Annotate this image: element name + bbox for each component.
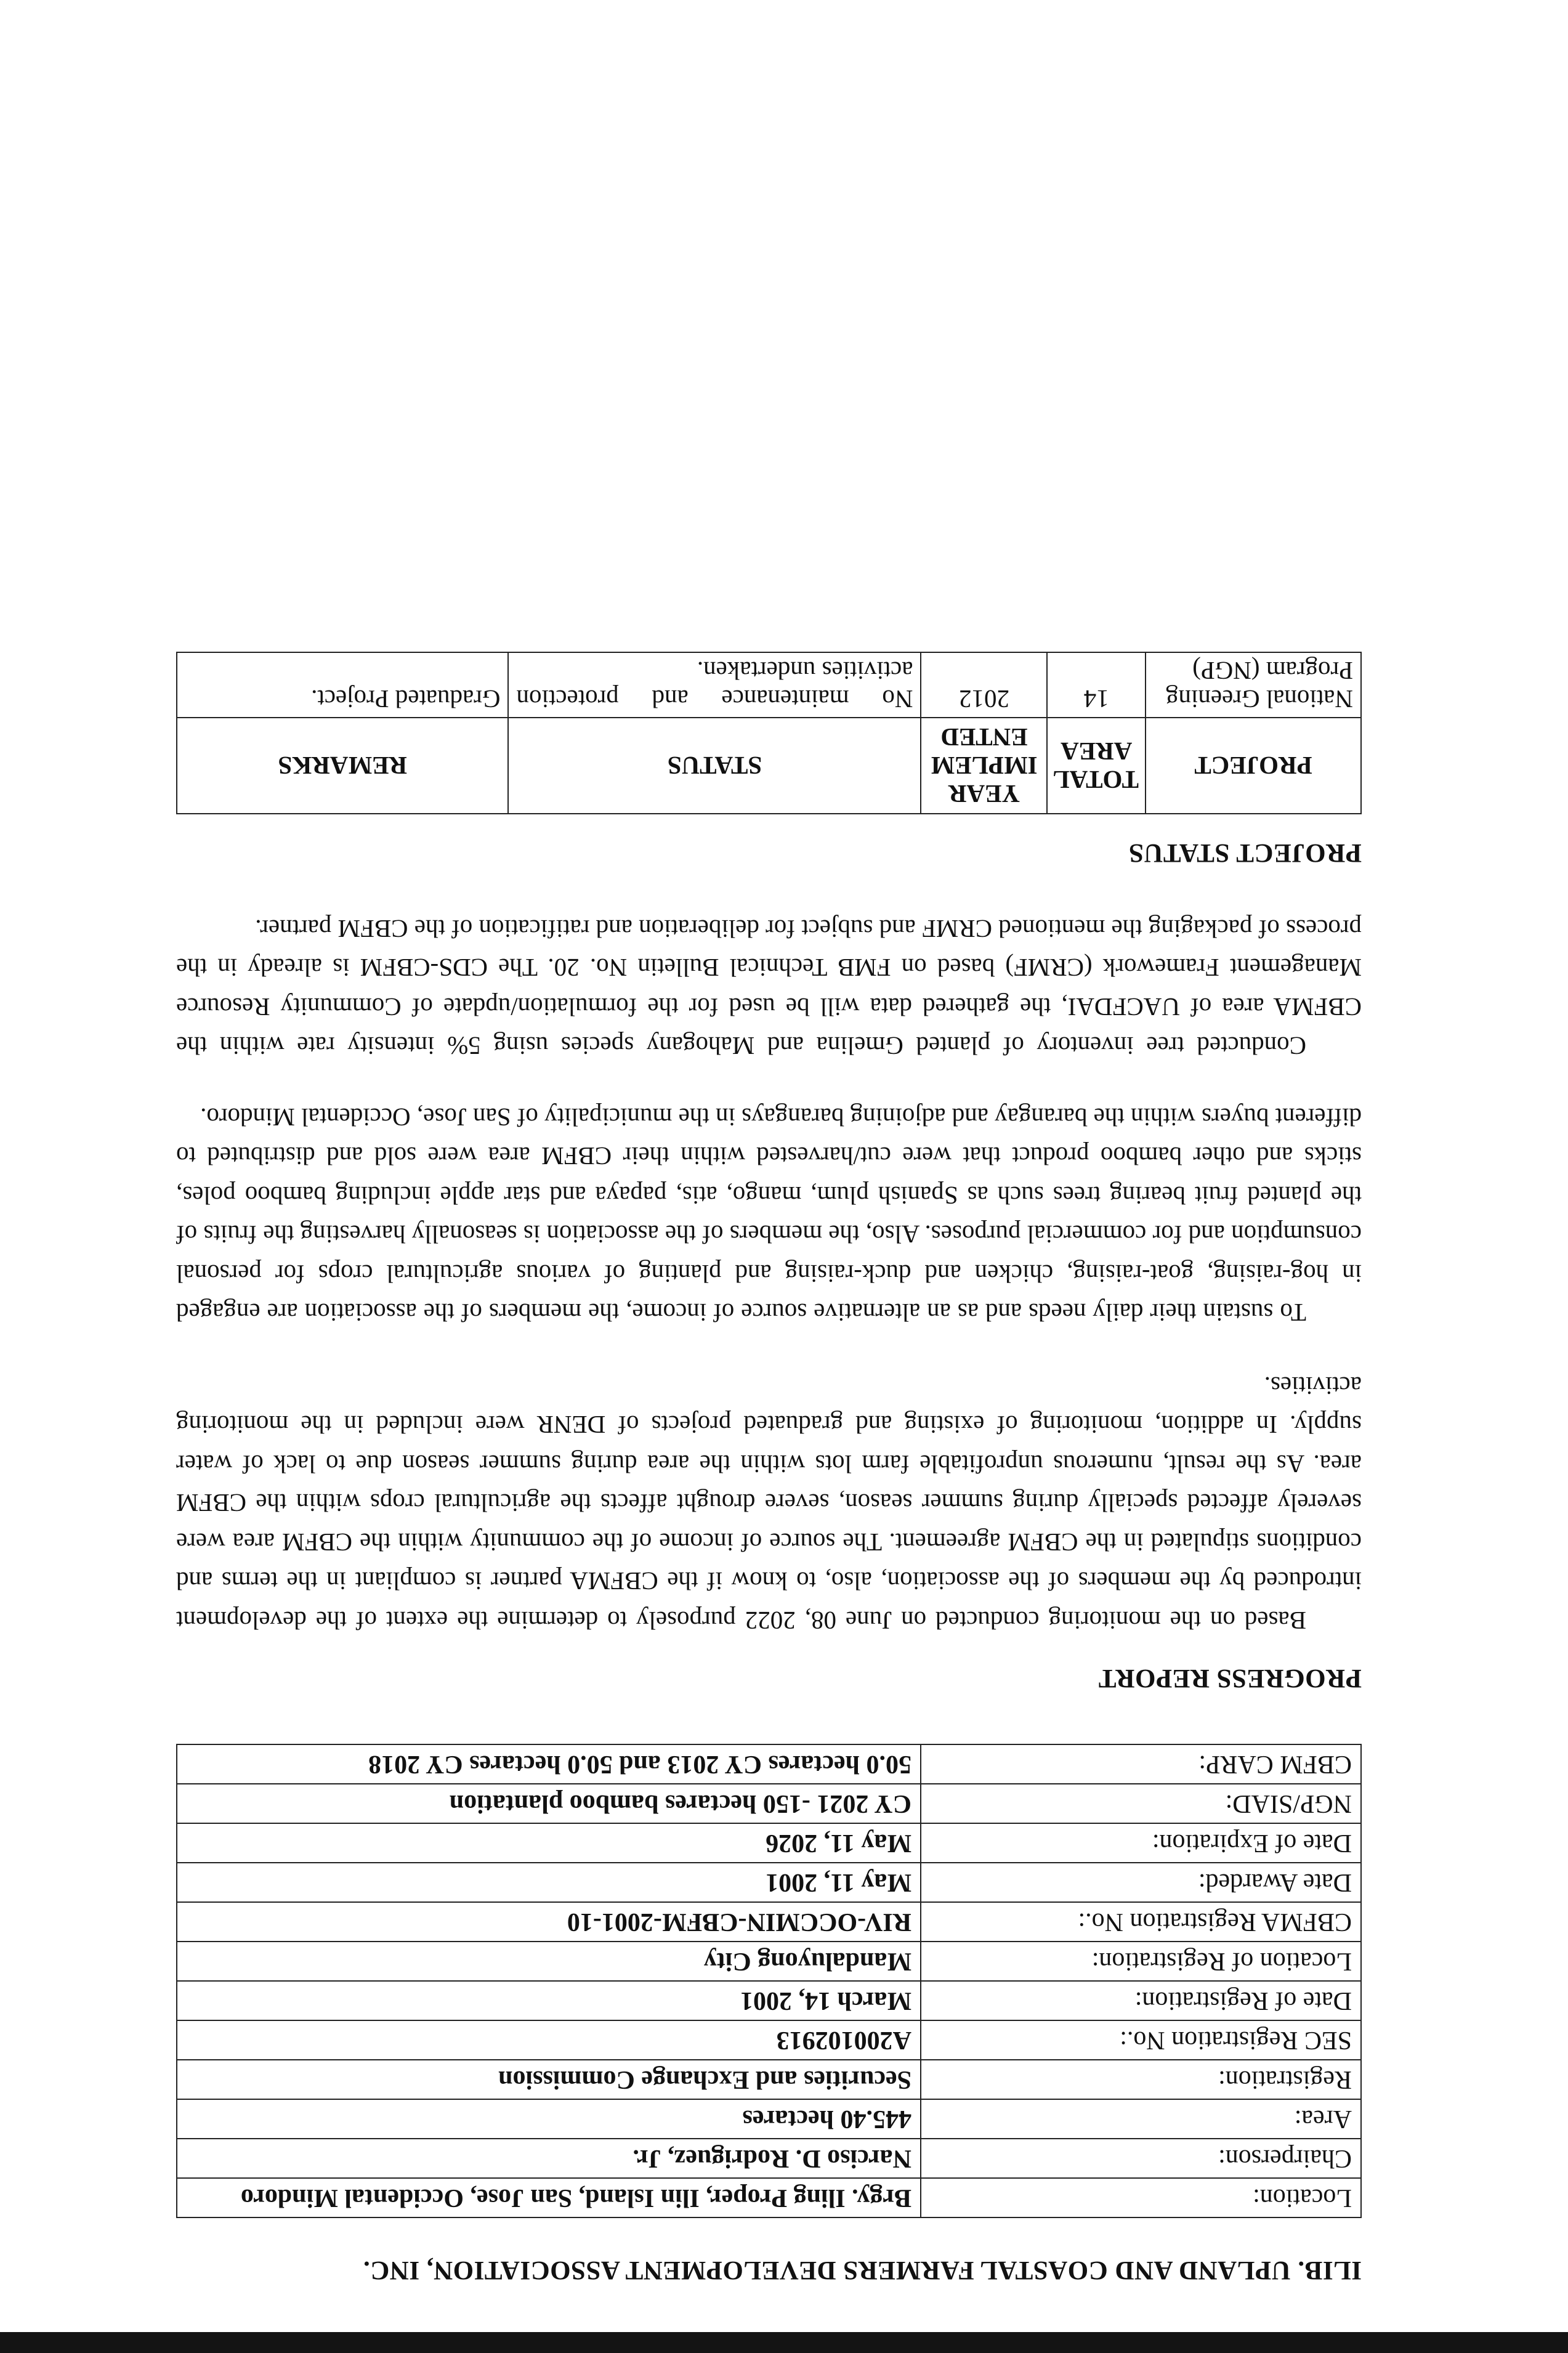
cell-status: No maintenance and protection activities undertaken. — [509, 653, 921, 718]
document-content — [176, 652, 1362, 2286]
info-row — [177, 1744, 1361, 1784]
info-value: Mandaluyong City — [177, 1942, 921, 1981]
progress-paragraph-2: To sustain their daily needs and as an alternative source of income, the members of the association are engaged in hog-raising, goat-raising, chicken and duck-raising and planting of various agricultural crops for personal consumption and for commercial purposes. Also, the members of the association is seasonally harvesting the fruits of the planted fruit bearing trees such as Spanish plum, mango, atis, papaya and star apple including bamboo poles, sticks and other bamboo product that were cut/harvested within their CBFM area were sold and distributed to different buyers within the barangay and adjoining barangays in the municipality of San Jose, Occidental Mindoro. — [176, 1103, 1362, 1327]
project-status-table — [176, 652, 1362, 815]
info-row — [177, 1902, 1361, 1942]
header-total-area: TOTAL AREA — [1048, 718, 1146, 814]
info-value: Narciso D. Rodriguez, Jr. — [177, 2139, 921, 2178]
info-row — [177, 2020, 1361, 2060]
header-year-implemented: YEAR IMPLEM ENTED — [921, 718, 1048, 814]
progress-report-heading: PROGRESS REPORT — [1098, 1664, 1362, 1693]
header-project: PROJECT — [1146, 718, 1361, 814]
status-row — [177, 653, 1361, 718]
info-row — [177, 1863, 1361, 1902]
info-value: May 11, 2026 — [177, 1823, 921, 1863]
header-remarks: REMARKS — [177, 718, 509, 814]
info-row — [177, 2060, 1361, 2099]
info-label: Location: — [921, 2178, 1361, 2217]
info-label: Registration: — [921, 2060, 1361, 2099]
info-value: Brgy. Iling Proper, Ilin Island, San Jose, Occidental Mindoro — [177, 2178, 921, 2217]
info-label: NGP/SIAD: — [921, 1784, 1361, 1823]
info-label: Location of Registration: — [921, 1942, 1361, 1981]
info-label: Date of Registration: — [921, 1981, 1361, 2020]
info-value: A200102913 — [177, 2020, 921, 2060]
info-value: 445.40 hectares — [177, 2099, 921, 2139]
info-value: RIV-OCCMIN-CBFM-2001-10 — [177, 1902, 921, 1942]
info-row — [177, 1784, 1361, 1823]
info-row — [177, 1942, 1361, 1981]
info-label: CBFM CARP: — [921, 1744, 1361, 1784]
info-label: Date of Expiration: — [921, 1823, 1361, 1863]
info-value: Securities and Exchange Commission — [177, 2060, 921, 2099]
progress-paragraph-1: Based on the monitoring conducted on June 08, 2022 purposely to determine the extent of the development introduced by the members of the association, also, to know if the CBFMA partner is compliant in the terms and conditions stipulated in the CBFM agreement. The source of income of the community within the CBFM area were severely affected specially during summer season, severe drought affects the agricultural crops within the CBFM area. As the result, numerous unprofitable farm lots within the area during summer season due to lack of water supply. In addition, monitoring of existing and graduated projects of DENR were included in the monitoring activities. — [176, 1372, 1362, 1635]
status-header-row — [177, 718, 1361, 814]
association-info-table — [176, 1744, 1362, 2218]
cell-year-implemented: 2012 — [921, 653, 1048, 718]
info-value: CY 2021 -150 hectares bamboo plantation — [177, 1784, 921, 1823]
info-label: Date Awarded: — [921, 1863, 1361, 1902]
cell-project: National Greening Program (NGP) — [1146, 653, 1361, 718]
project-status-heading: PROJECT STATUS — [1128, 838, 1362, 868]
info-row — [177, 1981, 1361, 2020]
scan-edge-bar — [0, 2332, 1568, 2353]
info-row — [177, 2178, 1361, 2217]
info-label: Area: — [921, 2099, 1361, 2139]
info-value: 50.0 hectares CY 2013 and 50.0 hectares CY 2018 — [177, 1744, 921, 1784]
info-value: May 11, 2001 — [177, 1863, 921, 1902]
info-row — [177, 2099, 1361, 2139]
header-status: STATUS — [509, 718, 921, 814]
cell-remarks: Graduated Project. — [177, 653, 509, 718]
info-label: SEC Registration No.: — [921, 2020, 1361, 2060]
cell-total-area: 14 — [1048, 653, 1146, 718]
info-label: Chairperson: — [921, 2139, 1361, 2178]
association-title: ILIB. UPLAND AND COASTAL FARMERS DEVELOPMENT ASSOCIATION, INC. — [363, 2256, 1362, 2285]
info-value: March 14, 2001 — [177, 1981, 921, 2020]
info-row — [177, 1823, 1361, 1863]
info-row — [177, 2139, 1361, 2178]
info-label: CBFMA Registration No.: — [921, 1902, 1361, 1942]
progress-paragraph-3: Conducted tree inventory of planted Gmelina and Mahogany species using 5% intensity rate within the CBFMA area of UACFDAI, the gathered data will be used for the formulation/update of Community Resource Management Framework (CRMF) based on FMB Technical Bulletin No. 20. The CDS-CBFM is already in the process of packaging the mentioned CRMF and subject for deliberation and ratification of the CBFM partner. — [176, 915, 1362, 1061]
info-table-body — [177, 1744, 1361, 2217]
